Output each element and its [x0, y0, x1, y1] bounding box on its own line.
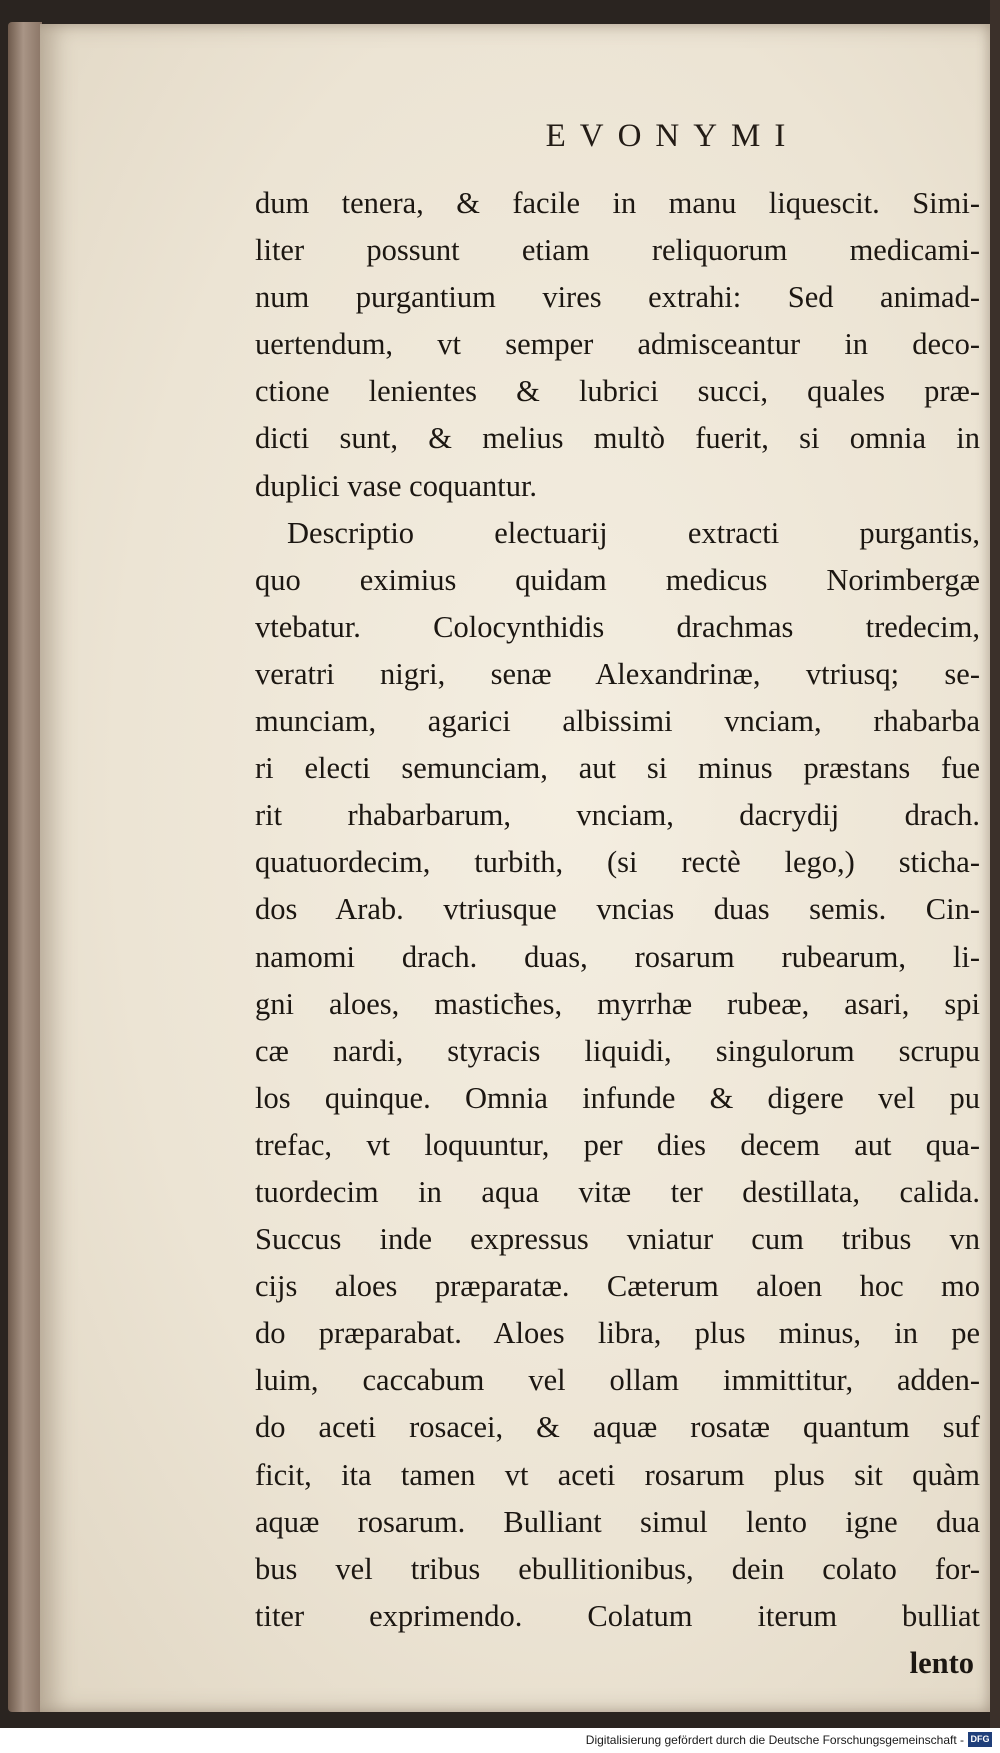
digitization-credit: Digitalisierung gefördert durch die Deutsche Forschungsgemeinschaft - — [585, 1733, 964, 1747]
dfg-logo: DFG — [968, 1732, 992, 1747]
text-line: tuordecim in aqua vitæ ter destillata, calida. — [255, 1174, 980, 1209]
text-line: liter possunt etiam reliquorum medicami- — [255, 233, 980, 268]
text-line: titer exprimendo. Colatum iterum bulliat — [255, 1598, 980, 1633]
text-line: los quinque. Omnia infunde & digere vel pu — [255, 1080, 980, 1115]
text-line: cæ nardi, styracis liquidi, singulorum scrupu — [255, 1033, 980, 1068]
text-line: dicti sunt, & melius multò fuerit, si omnia in — [255, 421, 980, 456]
text-line: bus vel tribus ebullitionibus, dein colato for- — [255, 1551, 980, 1586]
footer-bar — [0, 1728, 1000, 1753]
text-line: luim, caccabum vel ollam immittitur, adden- — [255, 1363, 980, 1398]
text-line: Succus inde expressus vniatur cum tribus vn — [255, 1222, 980, 1257]
text-line: cijs aloes præparatæ. Cæterum aloen hoc mo — [255, 1269, 980, 1304]
text-line: duplici vase coquantur. — [255, 468, 538, 503]
text-line: dum tenera, & facile in manu liquescit. Simi- — [255, 186, 980, 220]
text-line: namomi drach. duas, rosarum rubearum, li- — [255, 939, 980, 974]
text-line: do præparabat. Aloes libra, plus minus, in pe — [255, 1316, 980, 1351]
text-line: dos Arab. vtriusque vncias duas semis. Cin- — [255, 892, 980, 927]
text-line: ctione lenientes & lubrici succi, quales præ- — [255, 374, 980, 409]
book-cover-edge — [8, 22, 42, 1712]
text-line: veratri nigri, senæ Alexandrinæ, vtriusq; se- — [255, 656, 980, 691]
text-lines — [255, 180, 980, 1640]
scan-border — [990, 0, 1000, 1728]
page-text — [255, 112, 980, 1687]
text-line: trefac, vt loquuntur, per dies decem aut qua- — [255, 1127, 980, 1162]
text-line: rit rhabarbarum, vnciam, dacrydij drach. — [255, 798, 980, 833]
text-line: aquæ rosarum. Bulliant simul lento igne dua — [255, 1504, 980, 1539]
text-line: quo eximius quidam medicus Norimbergæ — [255, 562, 980, 597]
text-line: quatuordecim, turbith, (si rectè lego,) sticha- — [255, 845, 980, 880]
text-line: vtebatur. Colocynthidis drachmas tredecim, — [255, 609, 980, 644]
catchword: lento — [909, 1645, 974, 1680]
text-line: munciam, agarici albissimi vnciam, rhabarba — [255, 704, 980, 739]
text-line: ri electi semunciam, aut si minus præstans fue — [255, 751, 980, 786]
text-line: do aceti rosacei, & aquæ rosatæ quantum suf — [255, 1410, 980, 1445]
text-line: uertendum, vt semper admisceantur in deco- — [255, 327, 980, 362]
running-head: EVONYMI — [545, 118, 800, 154]
text-line: ficit, ita tamen vt aceti rosarum plus sit quàm — [255, 1457, 980, 1492]
text-line: gni aloes, masticħes, myrrhæ rubeæ, asari, spi — [255, 986, 980, 1021]
text-line: Descriptio electuarij extracti purgantis, — [287, 515, 980, 550]
text-line: num purgantium vires extrahi: Sed animad- — [255, 280, 980, 315]
